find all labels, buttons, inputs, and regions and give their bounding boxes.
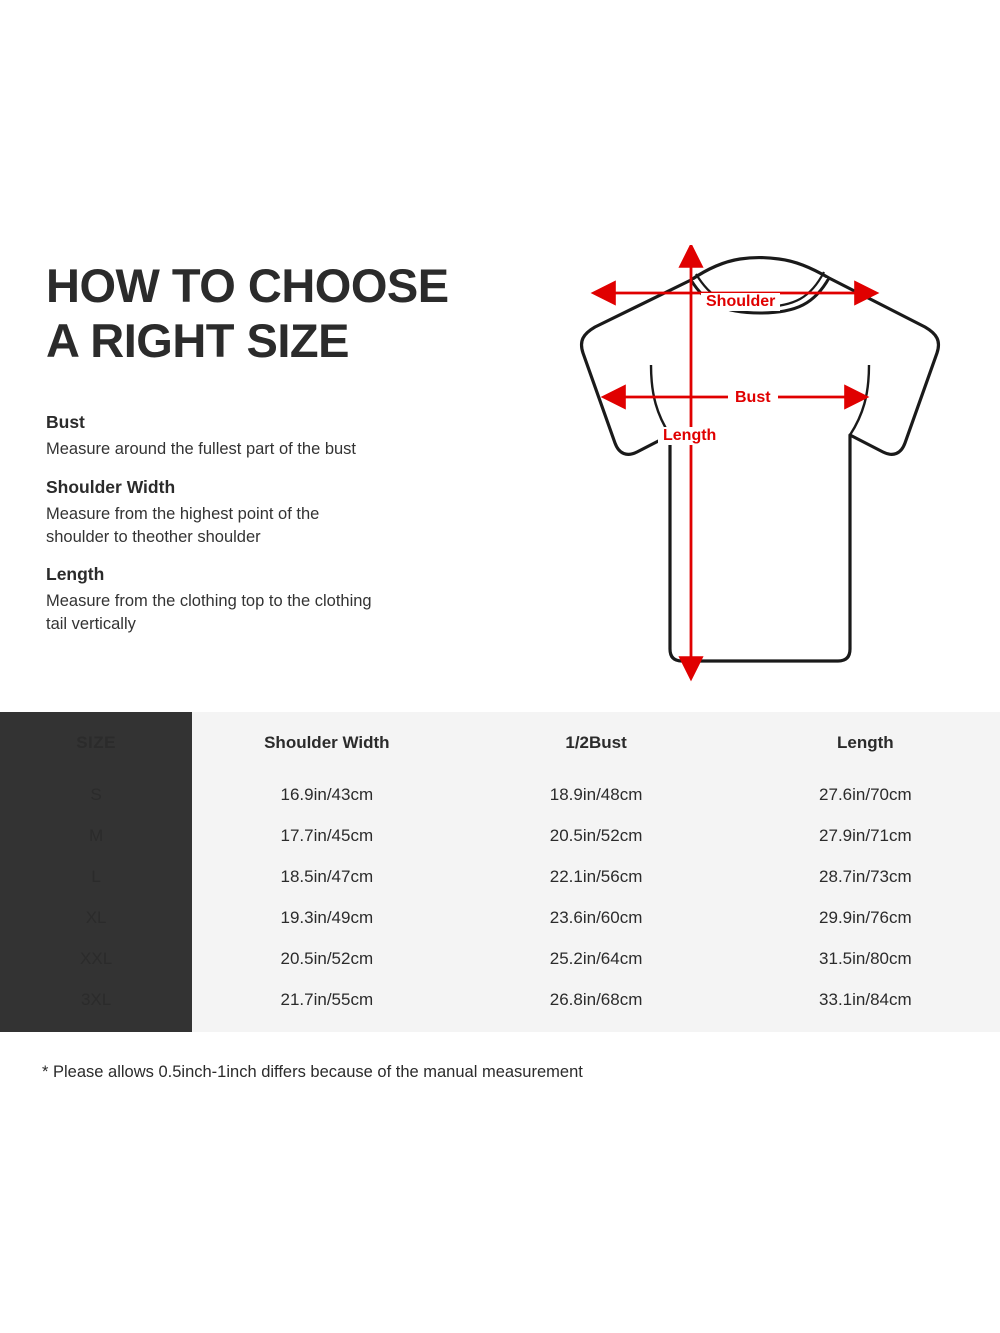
- cell-size: 3XL: [80, 989, 112, 1009]
- cell-size: S: [90, 784, 102, 804]
- cell-length: 31.5in/80cm: [819, 948, 912, 968]
- table-header-size: SIZE: [76, 733, 116, 752]
- page-title-line-1: HOW TO CHOOSE: [46, 259, 449, 312]
- cell-size: XXL: [80, 948, 113, 968]
- definition-term: Shoulder Width: [46, 476, 176, 497]
- definition-term: Length: [46, 564, 105, 585]
- definition-description: Measure around the fullest part of the bust: [46, 440, 357, 458]
- table-row: [0, 938, 1000, 979]
- cell-half-bust: 25.2in/64cm: [549, 948, 643, 968]
- table-row: [0, 979, 1000, 1020]
- table-row: [0, 897, 1000, 938]
- definition-term: Bust: [46, 412, 85, 432]
- cell-size: M: [89, 825, 104, 845]
- table-header-shoulder-width: Shoulder Width: [264, 733, 390, 752]
- table-row: [0, 774, 1000, 815]
- table-row: [0, 815, 1000, 856]
- cell-shoulder-width: 16.9in/43cm: [280, 784, 374, 804]
- definition-bust: [46, 412, 516, 461]
- tshirt-diagram: [505, 245, 975, 685]
- table-row: [0, 856, 1000, 897]
- table-header-row: [0, 712, 1000, 774]
- cell-shoulder-width: 20.5in/52cm: [280, 948, 374, 968]
- length-label: Length: [658, 427, 721, 445]
- cell-shoulder-width: 17.7in/45cm: [280, 825, 374, 845]
- page-title-line-2: A RIGHT SIZE: [46, 314, 349, 368]
- cell-shoulder-width: 18.5in/47cm: [280, 866, 374, 886]
- tshirt-outline: [582, 258, 939, 662]
- cell-length: 33.1in/84cm: [819, 989, 912, 1009]
- definition-description: Measure from the highest point of the shoulder to theother shoulder: [46, 504, 320, 546]
- cell-shoulder-width: 21.7in/55cm: [280, 989, 374, 1009]
- cell-size: L: [91, 866, 101, 886]
- shoulder-label: Shoulder: [701, 293, 780, 311]
- definition-description: Measure from the clothing top to the clothing tail vertically: [46, 592, 372, 634]
- cell-length: 27.6in/70cm: [819, 784, 912, 804]
- cell-half-bust: 22.1in/56cm: [549, 866, 643, 886]
- table-header-half-bust: 1/2Bust: [565, 733, 627, 752]
- cell-length: 29.9in/76cm: [819, 907, 912, 927]
- measurement-footnote: * Please allows 0.5inch-1inch differs because of the manual measurement: [42, 1063, 583, 1081]
- definition-length: [46, 564, 516, 636]
- table-header-length: Length: [837, 733, 894, 752]
- cell-length: 27.9in/71cm: [819, 825, 912, 845]
- size-table: [0, 712, 1000, 1020]
- cell-size: XL: [85, 907, 107, 927]
- cell-half-bust: 26.8in/68cm: [549, 989, 643, 1009]
- bust-label: Bust: [728, 389, 778, 407]
- cell-length: 28.7in/73cm: [819, 866, 912, 886]
- size-table-section: [0, 712, 1000, 1032]
- definition-shoulder-width: [46, 477, 516, 549]
- cell-half-bust: 23.6in/60cm: [549, 907, 643, 927]
- measurement-definitions: [46, 412, 516, 652]
- cell-shoulder-width: 19.3in/49cm: [280, 907, 374, 927]
- page-title: [46, 258, 516, 369]
- cell-half-bust: 20.5in/52cm: [549, 825, 643, 845]
- cell-half-bust: 18.9in/48cm: [549, 784, 643, 804]
